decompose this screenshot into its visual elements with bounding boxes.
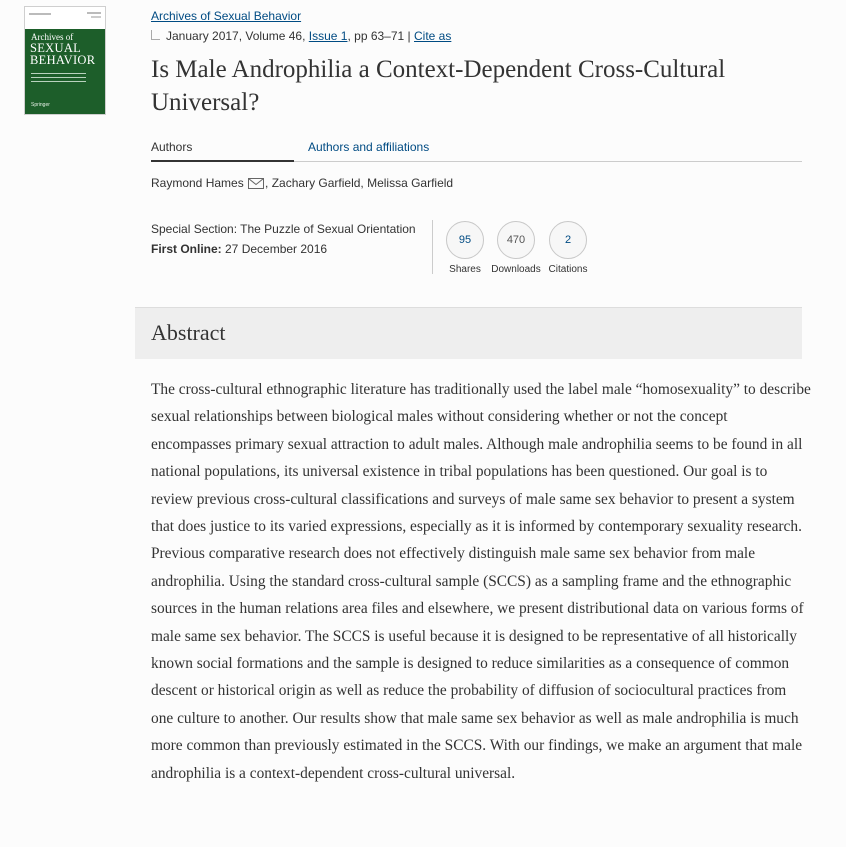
cover-body (25, 29, 105, 114)
abstract-heading: Abstract (151, 320, 226, 345)
metric-downloads (489, 221, 543, 275)
cover-header (25, 7, 105, 29)
author-list (151, 176, 453, 192)
special-section: Special Section: The Puzzle of Sexual Orientation (151, 222, 416, 236)
journal-link[interactable]: Archives of Sexual Behavior (151, 9, 302, 23)
issue-link[interactable]: Issue 1 (308, 29, 348, 43)
article-title: Is Male Androphilia a Context-Dependent Cross-Cultural Universal? (151, 56, 726, 116)
author-name[interactable]: Raymond Hames (151, 176, 244, 190)
tab-authors[interactable]: Authors (151, 140, 294, 162)
cover-title-word2: BEHAVIOR (30, 53, 96, 67)
citations-count: 2 (549, 221, 587, 259)
metric-shares[interactable] (438, 221, 492, 275)
pages-text: , pp 63–71 | (347, 29, 411, 43)
first-online-date: 27 December 2016 (221, 242, 328, 256)
abstract-header-bar[interactable] (135, 307, 802, 359)
date-volume: January 2017, Volume 46, (166, 29, 306, 43)
corner-icon (151, 30, 160, 40)
mail-icon[interactable] (248, 178, 264, 192)
citation-meta (151, 29, 451, 43)
abstract-text: The cross-cultural ethnographic literature has traditionally used the label male “homosexuality” to describe sexual relationships between biological males without considering whether or not the concept encompasses primary sexual attraction to adult males. Although male androphilia seems to be found in all national populations, its universal existence in tribal populations has been questioned. Our goal is to review previous cross-cultural classifications and surveys of male same sex behavior to present a system that does justice to its varied expressions, especially as it is informed by contemporary sexuality research. Previous comparative research does not effectively distinguish male same sex behavior from male androphilia. Using the standard cross-cultural sample (SCCS) as a sampling frame and the ethnographic sources in the human relations area files and elsewhere, we present distributional data on various forms of male same sex behavior. The SCCS is useful because it is designed to be representative of all historically known social formations and the sample is designed to reduce similarities as a consequence of common descent or historical origin as well as reduce the probability of diffusion of sociocultural practices from one culture to another. Our results show that male same sex behavior as well as male androphilia is much more common than previously estimated in the SCCS. With our findings, we make an argument that male androphilia is a context-dependent cross-cultural universal. (151, 381, 811, 782)
cover-publisher: Springer (31, 102, 50, 108)
cover-title-word1: SEXUAL (30, 41, 82, 55)
cover-subtitle-lines (31, 73, 86, 85)
metrics-divider (432, 220, 433, 274)
author-tabs (151, 139, 802, 162)
downloads-label: Downloads (491, 264, 541, 275)
cite-as-link[interactable]: Cite as (414, 29, 452, 43)
cover-title-large (30, 42, 95, 66)
metric-citations[interactable] (541, 221, 595, 275)
first-online-label: First Online: (151, 242, 222, 256)
citations-label: Citations (548, 264, 588, 275)
first-online (151, 242, 327, 256)
shares-count: 95 (446, 221, 484, 259)
shares-label: Shares (449, 264, 481, 275)
journal-cover[interactable] (24, 6, 106, 115)
downloads-count: 470 (497, 221, 535, 259)
coauthor-names[interactable]: , Zachary Garfield, Melissa Garfield (265, 176, 454, 190)
cover-title-small: Archives of (31, 32, 74, 42)
tab-authors-and-affiliations[interactable]: Authors and affiliations (308, 140, 430, 154)
